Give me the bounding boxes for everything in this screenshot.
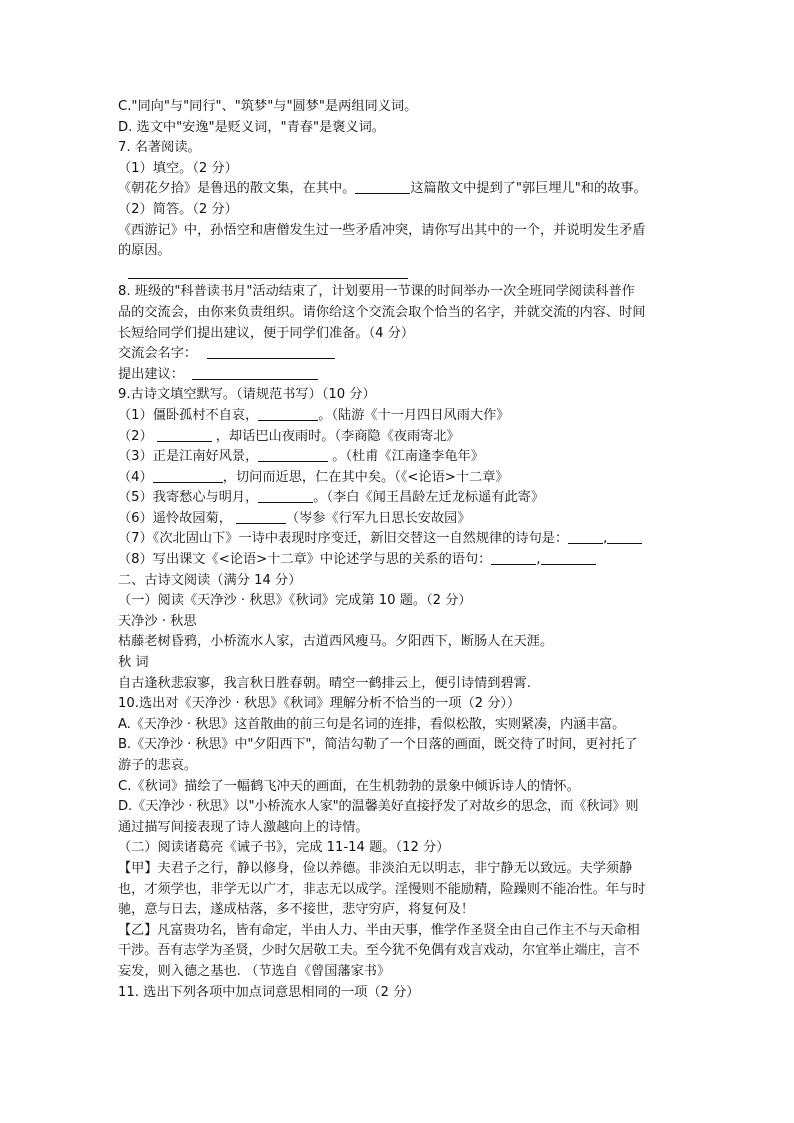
q9-item-7: [118, 529, 684, 550]
q10-option-b-1: B.《天净沙 · 秋思》中"夕阳西下"，简洁勾勒了一个日落的画面，既交待了时间，更衬托了: [118, 737, 638, 753]
answer-blank[interactable]: [258, 406, 318, 421]
answer-blank[interactable]: [157, 427, 212, 442]
answer-blank[interactable]: [236, 509, 286, 524]
q7-part1-label: （1）填空。（2 分）: [118, 160, 238, 176]
q9-item-1: [118, 406, 684, 427]
q10-title: 10.选出对《天净沙 · 秋思》《秋词》理解分析不恰当的一项（2 分））: [118, 696, 521, 712]
q9-item-5: [118, 488, 684, 509]
exam-content: [118, 97, 684, 1003]
q8-suggestion-label: 提出建议：: [118, 366, 184, 382]
q9-item-2-a: （2）: [118, 428, 153, 444]
q9-item-5-b: 。（李白《闻王昌龄左迁龙标遥有此寄》: [313, 490, 545, 506]
answer-blank[interactable]: [192, 365, 318, 380]
q9-title: 9.古诗文填空默写。（请规范书写）（10 分）: [118, 387, 376, 403]
q7-part2-text-1: 《西游记》中，孙悟空和唐僧发生过一些矛盾冲突，请你写出其中的一个，并说明发生矛盾: [118, 222, 646, 238]
q9-item-6-b: （岑参《行军九日思长安故园》: [285, 510, 471, 526]
part-1-intro: （一）阅读《天净沙 · 秋思》《秋词》完成第 10 题。（2 分）: [118, 593, 472, 609]
q9-item-7-text: （7）《次北固山下》一诗中表现时序变迁，新旧交替这一自然规律的诗句是：: [118, 531, 569, 547]
q10-option-d-2: 通过描写间接表现了诗人激越向上的诗情。: [118, 819, 369, 835]
q7-part2-label: （2）简答。（2 分）: [118, 201, 238, 217]
section-2-title: 二、古诗文阅读（满分 14 分）: [118, 572, 302, 588]
option-c-line: C."同向"与"同行"、"筑梦"与"圆梦"是两组同义词。: [118, 99, 418, 114]
q7-part2-text-2: 的原因。: [118, 243, 171, 259]
q9-item-6: [118, 509, 684, 530]
q7-part1-text-a: 《朝花夕拾》是鲁迅的散文集，在其中。: [118, 181, 356, 197]
q8-name-label: 交流会名字：: [118, 346, 198, 362]
q10-option-c: C.《秋词》描绘了一幅鹤飞冲天的画面，在生机勃勃的景象中倾诉诗人的情怀。: [118, 778, 580, 794]
passage-jia-3: 驰，意与日去，遂成枯落，多不接世，悲守穷庐，将复何及！: [118, 902, 475, 918]
q9-item-2-b: ，却话巴山夜雨时。（李商隐《夜雨寄北》: [215, 428, 460, 444]
answer-blank[interactable]: [355, 179, 410, 194]
blank-separator: ,: [603, 531, 608, 547]
q11-title: 11. 选出下列各项中加点词意思相同的一项（2 分）: [118, 984, 420, 1000]
q7-answer-line: [118, 262, 684, 283]
option-d-line: D. 选文中"安逸"是贬义词，"青春"是褒义词。: [118, 119, 385, 135]
poem-2-body: 自古逢秋悲寂寥，我言秋日胜春朝。晴空一鹤排云上，便引诗情到碧霄.: [118, 675, 532, 691]
q9-item-1-a: （1）僵卧孤村不自哀，: [118, 407, 259, 423]
passage-jia-1: 【甲】夫君子之行，静以修身，俭以养德。非淡泊无以明志，非宁静无以致远。夫学须静: [118, 860, 633, 876]
poem-2-title: 秋 词: [118, 655, 149, 671]
passage-yi-3: 妄发，则入德之基也. （节选自《曾国藩家书》: [118, 963, 391, 979]
poem-1-title: 天净沙 · 秋思: [118, 613, 197, 629]
answer-blank[interactable]: [491, 550, 536, 565]
answer-blank[interactable]: [541, 550, 596, 565]
answer-blank[interactable]: [207, 344, 335, 359]
q9-item-8: [118, 550, 684, 571]
q8-text-2: 品的交流会，由你来负责组织。请你给这个交流会取个恰当的名字，并就交流的内容、时间: [118, 304, 646, 320]
q9-item-4: [118, 468, 684, 489]
q10-option-a: A.《天净沙 · 秋思》这首散曲的前三句是名词的连排，看似松散，实则紧凑，内涵丰富。: [118, 716, 626, 732]
poem-1-body: 枯藤老树昏鸦，小桥流水人家，古道西风瘦马。夕阳西下，断肠人在天涯。: [118, 634, 554, 650]
q9-item-2: [118, 427, 684, 448]
answer-blank[interactable]: [258, 447, 328, 462]
q8-name-row: [118, 344, 684, 365]
q9-item-4-a: （4）: [118, 469, 153, 485]
passage-yi-1: 【乙】凡富贵功名，皆有命定，半由人力、半由天事，惟学作圣贤全由自己作主不与天命相: [118, 922, 640, 938]
passage-yi-2: 干涉。吾有志学为圣贤，少时欠居敬工夫。至今犹不免偶有戏言戏动，尔宜举止端庄，言不: [118, 943, 640, 959]
passage-jia-2: 也，才须学也，非学无以广才，非志无以成学。淫慢则不能励精，险躁则不能冶性。年与时: [118, 881, 646, 897]
q10-option-b-2: 游子的悲哀。: [118, 758, 198, 773]
answer-blank[interactable]: [607, 529, 642, 544]
q9-item-3-a: （3）正是江南好风景，: [118, 449, 259, 465]
q10-option-d-1: D.《天净沙 · 秋思》以"小桥流水人家"的温馨美好直接抒发了对故乡的思念，而《秋词》则: [118, 799, 639, 815]
q9-item-3: [118, 447, 684, 468]
q8-text-3: 长短给同学们提出建议，便于同学们准备。（4 分）: [118, 325, 415, 341]
q9-item-3-b: 。（杜甫《江南逢李龟年》: [332, 449, 484, 465]
answer-blank[interactable]: [128, 264, 408, 279]
q9-item-6-a: （6）遥怜故园菊，: [118, 510, 232, 526]
answer-blank[interactable]: [568, 529, 603, 544]
q9-item-5-a: （5）我寄愁心与明月，: [118, 490, 259, 506]
q7-part1-text-b: 这篇散文中提到了"郭巨埋儿"和的故事。: [410, 181, 647, 197]
q9-item-1-b: 。（陆游《十一月四日风雨大作》: [318, 407, 510, 423]
question-7-title: 7. 名著阅读。: [118, 140, 201, 156]
answer-blank[interactable]: [258, 488, 313, 503]
part-2-intro: （二）阅读诸葛亮《诫子书》，完成 11-14 题。（12 分）: [118, 840, 450, 856]
blank-separator: ,: [536, 552, 541, 568]
q8-suggestion-row: [118, 365, 684, 386]
answer-blank[interactable]: [153, 468, 223, 483]
q7-part1-text: [118, 179, 684, 200]
q9-item-8-text: （8）写出课文《<论语>十二章》中论述学与思的关系的语句：: [118, 552, 492, 568]
q9-item-4-b: ，切问而近思，仁在其中矣。（《<论语>十二章》: [222, 469, 509, 485]
q8-text-1: 8. 班级的"科普读书月"活动结束了，计划要用一节课的时间举办一次全班同学阅读科普作: [118, 284, 635, 300]
